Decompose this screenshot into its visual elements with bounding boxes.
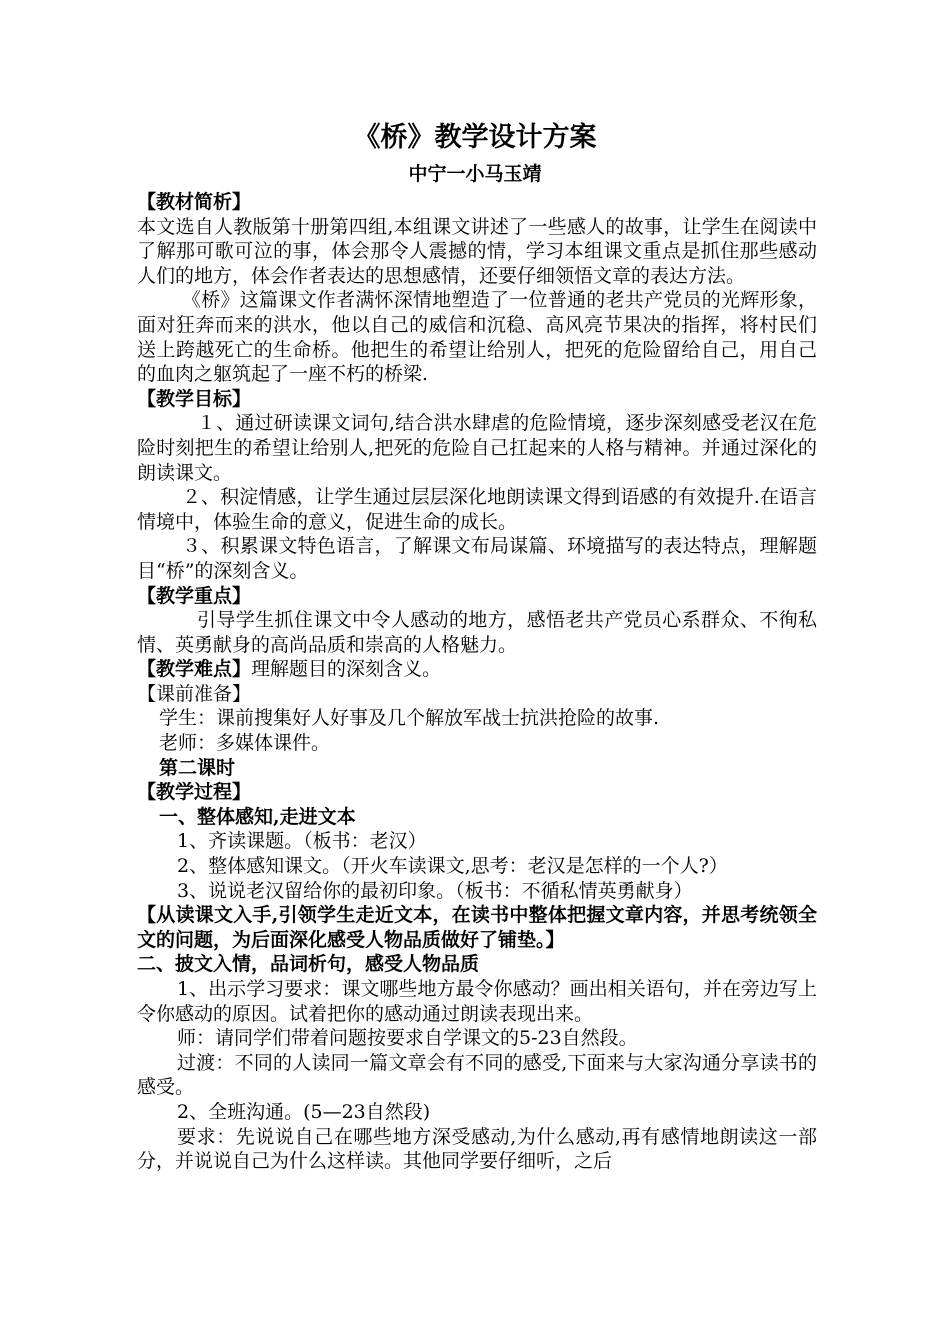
section-1-item-2: 2、整体感知课文。（开火车读课文,思考：老汉是怎样的一个人?） — [177, 855, 728, 878]
section-1-note: 【从读课文入手,引领学生走近文本，在读书中整体把握文章内容，并思考统领全文的问题，为后面深化感受人物品质做好了铺垫。】 — [137, 904, 817, 951]
section-2-item-2: 2、全班沟通。(5—23自然段) — [177, 1100, 431, 1123]
heading-process: 【教学过程】 — [137, 781, 252, 804]
section-2-title: 二、披文入情，品词析句，感受人物品质 — [137, 953, 480, 976]
goal-1: １、通过研读课文词句,结合洪水肆虐的危险情境，逐步深刻感受老汉在危险时刻把生的希望让给别人,把死的危险自己扛起来的人格与精神。并通过深化的朗读课文。 — [137, 412, 817, 484]
goal-2: ２、积淀情感，让学生通过层层深化地朗读课文得到语感的有效提升.在语言情境中，体验生命的意义，促进生命的成长。 — [137, 486, 817, 533]
author-line: 中宁一小马玉靖 — [408, 163, 542, 185]
section-2-transition: 过渡：不同的人读同一篇文章会有不同的感受,下面来与大家沟通分享读书的感受。 — [137, 1051, 817, 1099]
section-2-requirement: 要求：先说说自己在哪些地方深受感动,为什么感动,再有感情地朗读这一部分，并说说自己为什么这样读。其他同学要仔细听，之后 — [137, 1125, 817, 1173]
goal-3: ３、积累课文特色语言，了解课文布局谋篇、环境描写的表达特点，理解题目“桥”的深刻含义。 — [137, 535, 817, 582]
heading-goals: 【教学目标】 — [137, 387, 252, 410]
difficulty-text: 理解题目的深刻含义。 — [251, 658, 442, 681]
heading-material: 【教材简析】 — [137, 191, 252, 213]
document-title: 《桥》教学设计方案 — [353, 122, 597, 153]
section-1-item-3: 3、说说老汉留给你的最初印象。（板书：不循私情英勇献身） — [177, 879, 693, 902]
section-1-title: 一、整体感知,走进文本 — [159, 805, 356, 828]
heading-preparation: 【课前准备】 — [137, 682, 252, 705]
section-2-teacher-line: 师：请同学们带着问题按要求自学课文的5-23自然段。 — [177, 1027, 638, 1050]
prep-teacher: 老师：多媒体课件。 — [159, 732, 331, 755]
lesson-label: 第二课时 — [159, 756, 236, 779]
prep-students: 学生：课前搜集好人好事及几个解放军战士抗洪抢险的故事. — [159, 707, 660, 730]
difficulty-line — [137, 657, 817, 682]
material-paragraph-1: 本文选自人教版第十册第四组,本组课文讲述了一些感人的故事，让学生在阅读中了解那可歌可泣的事，体会那令人震撼的情，学习本组课文重点是抓住那些感动人们的地方，体会作者表达的思想感情，还要仔细领悟文章的表达方法。 — [137, 215, 817, 287]
material-paragraph-2: 《桥》这篇课文作者满怀深情地塑造了一位普通的老共产党员的光辉形象，面对狂奔而来的洪水，他以自己的威信和沉稳、高风亮节果决的指挥，将村民们送上跨越死亡的生命桥。他把生的希望让给别人，把死的危险留给自己，用自己的血肉之躯筑起了一座不朽的桥梁. — [137, 289, 817, 386]
section-2-item-1: 1、出示学习要求：课文哪些地方最令你感动？画出相关语句，并在旁边写上令你感动的原因。试着把你的感动通过朗读表现出来。 — [137, 978, 817, 1025]
section-1-item-1: 1、齐读课题。（板书：老汉） — [177, 830, 427, 853]
document-page — [137, 118, 817, 1174]
key-points-paragraph: 引导学生抓住课文中令人感动的地方，感悟老共产党员心系群众、不徇私情、英勇献身的高尚品质和崇高的人格魅力。 — [137, 609, 817, 656]
heading-difficulty: 【教学难点】 — [137, 658, 252, 681]
heading-key-points: 【教学重点】 — [137, 584, 252, 607]
